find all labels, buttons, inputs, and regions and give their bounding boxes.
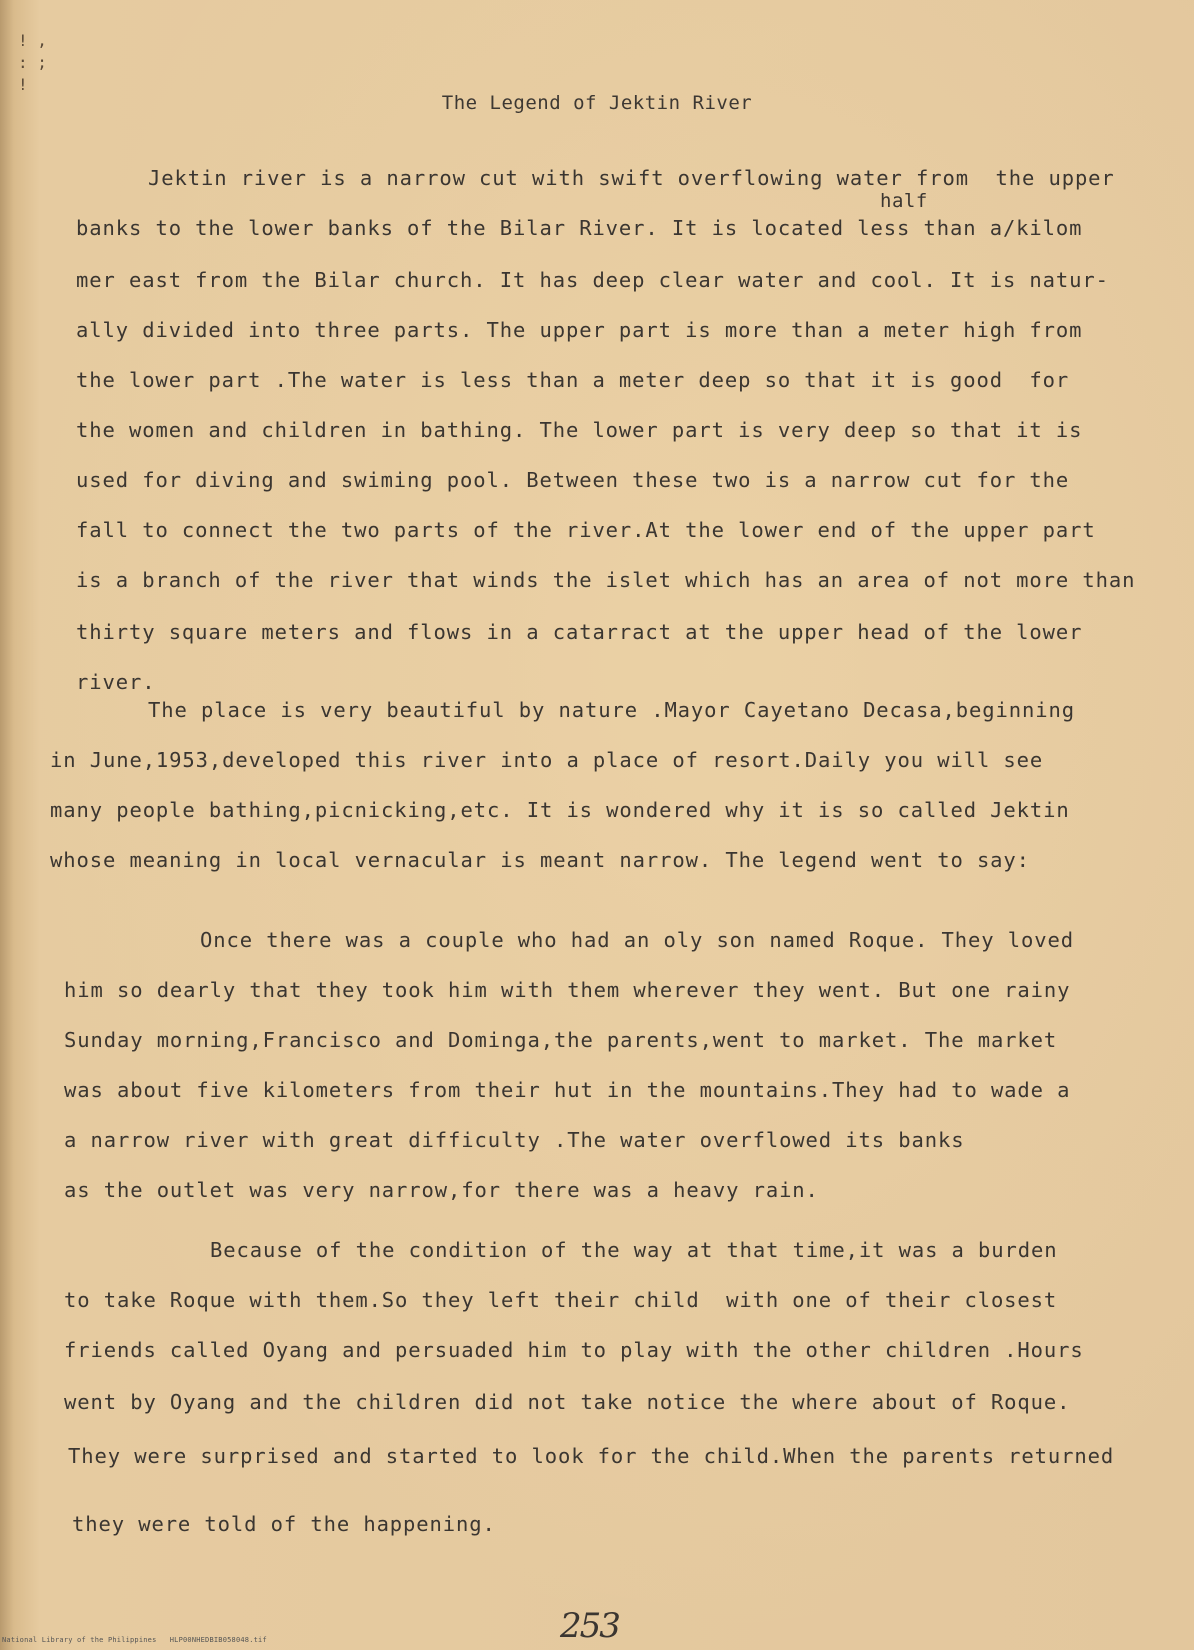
text-line-5: the lower part .The water is less than a meter deep so that it is good for (76, 368, 1070, 392)
text-line-1: Jektin river is a narrow cut with swift overflowing water from the upper (148, 166, 1115, 190)
text-line-10: thirty square meters and flows in a catarract at the upper head of the lower (76, 620, 1083, 644)
text-line-19: was about five kilometers from their hut in the mountains.They had to wade a (64, 1078, 1071, 1102)
text-line-7: used for diving and swiming pool. Between these two is a narrow cut for the (76, 468, 1070, 492)
text-line-24: friends called Oyang and persuaded him to play with the other children .Hours (64, 1338, 1084, 1362)
document-title: The Legend of Jektin River (441, 92, 753, 114)
text-line-27: they were told of the happening. (72, 1512, 496, 1536)
text-line-3: mer east from the Bilar church. It has deep clear water and cool. It is natur- (76, 268, 1109, 292)
text-line-6: the women and children in bathing. The lower part is very deep so that it is (76, 418, 1083, 442)
text-line-8: fall to connect the two parts of the river.At the lower end of the upper part (76, 518, 1096, 542)
margin-marks: ! , : ; ! (18, 31, 47, 94)
text-line-2: banks to the lower banks of the Bilar River. It is located less than a/kilom (76, 216, 1083, 240)
page-number: 253 (560, 1606, 619, 1646)
text-line-20: a narrow river with great difficulty .The water overflowed its banks (64, 1128, 965, 1152)
text-line-17: him so dearly that they took him with them wherever they went. But one rainy (64, 978, 1071, 1002)
text-line-15: whose meaning in local vernacular is meant narrow. The legend went to say: (50, 848, 1030, 872)
text-line-9: is a branch of the river that winds the islet which has an area of not more than (76, 568, 1136, 592)
interline-correction: half (880, 190, 928, 212)
text-line-12: The place is very beautiful by nature .Mayor Cayetano Decasa,beginning (148, 698, 1075, 722)
text-line-26: They were surprised and started to look for the child.When the parents returned (68, 1444, 1115, 1468)
text-line-23: to take Roque with them.So they left their child with one of their closest (64, 1288, 1058, 1312)
text-line-11: river. (76, 670, 156, 694)
text-line-13: in June,1953,developed this river into a place of resort.Daily you will see (50, 748, 1044, 772)
text-line-25: went by Oyang and the children did not take notice the where about of Roque. (64, 1390, 1071, 1414)
text-line-14: many people bathing,picnicking,etc. It is wondered why it is so called Jektin (50, 798, 1070, 822)
text-line-21: as the outlet was very narrow,for there was a heavy rain. (64, 1178, 819, 1202)
text-line-18: Sunday morning,Francisco and Dominga,the parents,went to market. The market (64, 1028, 1058, 1052)
archive-footer: National Library of the Philippines HLP00NHEDBIB058048.tif (2, 1636, 267, 1644)
text-line-16: Once there was a couple who had an oly son named Roque. They loved (200, 928, 1074, 952)
text-line-4: ally divided into three parts. The upper part is more than a meter high from (76, 318, 1083, 342)
text-line-22: Because of the condition of the way at that time,it was a burden (210, 1238, 1058, 1262)
